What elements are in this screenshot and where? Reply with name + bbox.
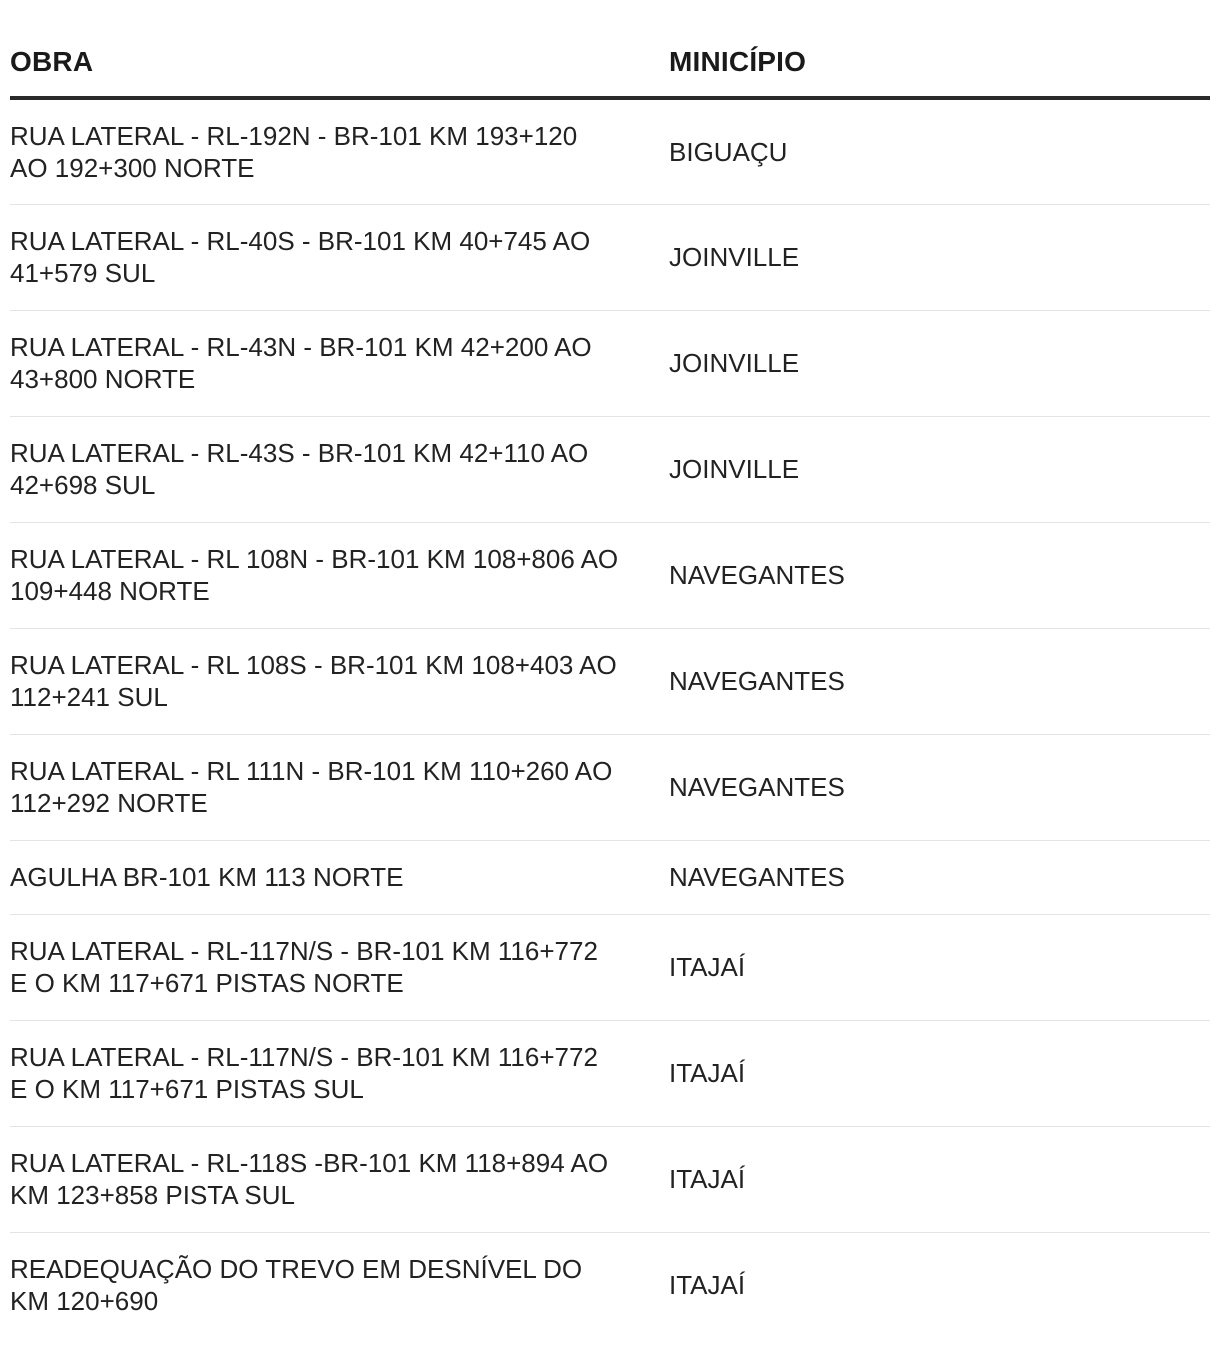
table-row	[10, 204, 1210, 310]
table-row	[10, 628, 1210, 734]
obra-cell: RUA LATERAL - RL 111N - BR-101 KM 110+260 AO 112+292 NORTE	[10, 734, 669, 840]
obra-cell: RUA LATERAL - RL 108S - BR-101 KM 108+403 AO 112+241 SUL	[10, 628, 669, 734]
municipio-cell: BIGUAÇU	[669, 98, 1210, 204]
municipio-cell: JOINVILLE	[669, 204, 1210, 310]
municipio-cell: ITAJAÍ	[669, 914, 1210, 1020]
municipio-cell: ITAJAÍ	[669, 1020, 1210, 1126]
column-header-obra: OBRA	[10, 0, 669, 98]
table-body	[10, 98, 1210, 1338]
municipio-cell: JOINVILLE	[669, 310, 1210, 416]
obra-cell: RUA LATERAL - RL-192N - BR-101 KM 193+120 AO 192+300 NORTE	[10, 98, 669, 204]
municipio-cell: NAVEGANTES	[669, 840, 1210, 914]
obras-table	[10, 0, 1210, 1338]
municipio-cell: NAVEGANTES	[669, 734, 1210, 840]
obra-cell: READEQUAÇÃO DO TREVO EM DESNÍVEL DO KM 120+690	[10, 1254, 583, 1317]
table-row	[10, 1126, 1210, 1232]
header-row	[10, 0, 1210, 98]
obra-cell: RUA LATERAL - RL-43N - BR-101 KM 42+200 AO 43+800 NORTE	[10, 310, 669, 416]
table-row	[10, 98, 1210, 204]
municipio-cell: JOINVILLE	[669, 416, 1210, 522]
obra-cell: RUA LATERAL - RL-117N/S - BR-101 KM 116+772 E O KM 117+671 PISTAS SUL	[10, 1020, 669, 1126]
table-row	[10, 840, 1210, 914]
obra-cell: AGULHA BR-101 KM 113 NORTE	[10, 840, 669, 914]
obra-cell: RUA LATERAL - RL 108N - BR-101 KM 108+806 AO 109+448 NORTE	[10, 522, 669, 628]
obra-cell: RUA LATERAL - RL-43S - BR-101 KM 42+110 AO 42+698 SUL	[10, 416, 669, 522]
municipio-cell: NAVEGANTES	[669, 628, 1210, 734]
obras-table-container	[10, 0, 1210, 1338]
table-row	[10, 416, 1210, 522]
table-header	[10, 0, 1210, 98]
obra-cell: RUA LATERAL - RL-118S -BR-101 KM 118+894 AO KM 123+858 PISTA SUL	[10, 1126, 669, 1232]
table-row	[10, 1020, 1210, 1126]
obra-cell: RUA LATERAL - RL-40S - BR-101 KM 40+745 AO 41+579 SUL	[10, 204, 669, 310]
table-row	[10, 914, 1210, 1020]
table-row	[10, 1232, 1210, 1338]
obra-cell: RUA LATERAL - RL-117N/S - BR-101 KM 116+772 E O KM 117+671 PISTAS NORTE	[10, 914, 669, 1020]
table-row	[10, 734, 1210, 840]
municipio-cell: NAVEGANTES	[669, 522, 1210, 628]
table-row	[10, 310, 1210, 416]
column-header-municipio: MINICÍPIO	[669, 0, 1210, 98]
municipio-cell: ITAJAÍ	[669, 1270, 746, 1301]
table-row	[10, 522, 1210, 628]
municipio-cell: ITAJAÍ	[669, 1126, 1210, 1232]
